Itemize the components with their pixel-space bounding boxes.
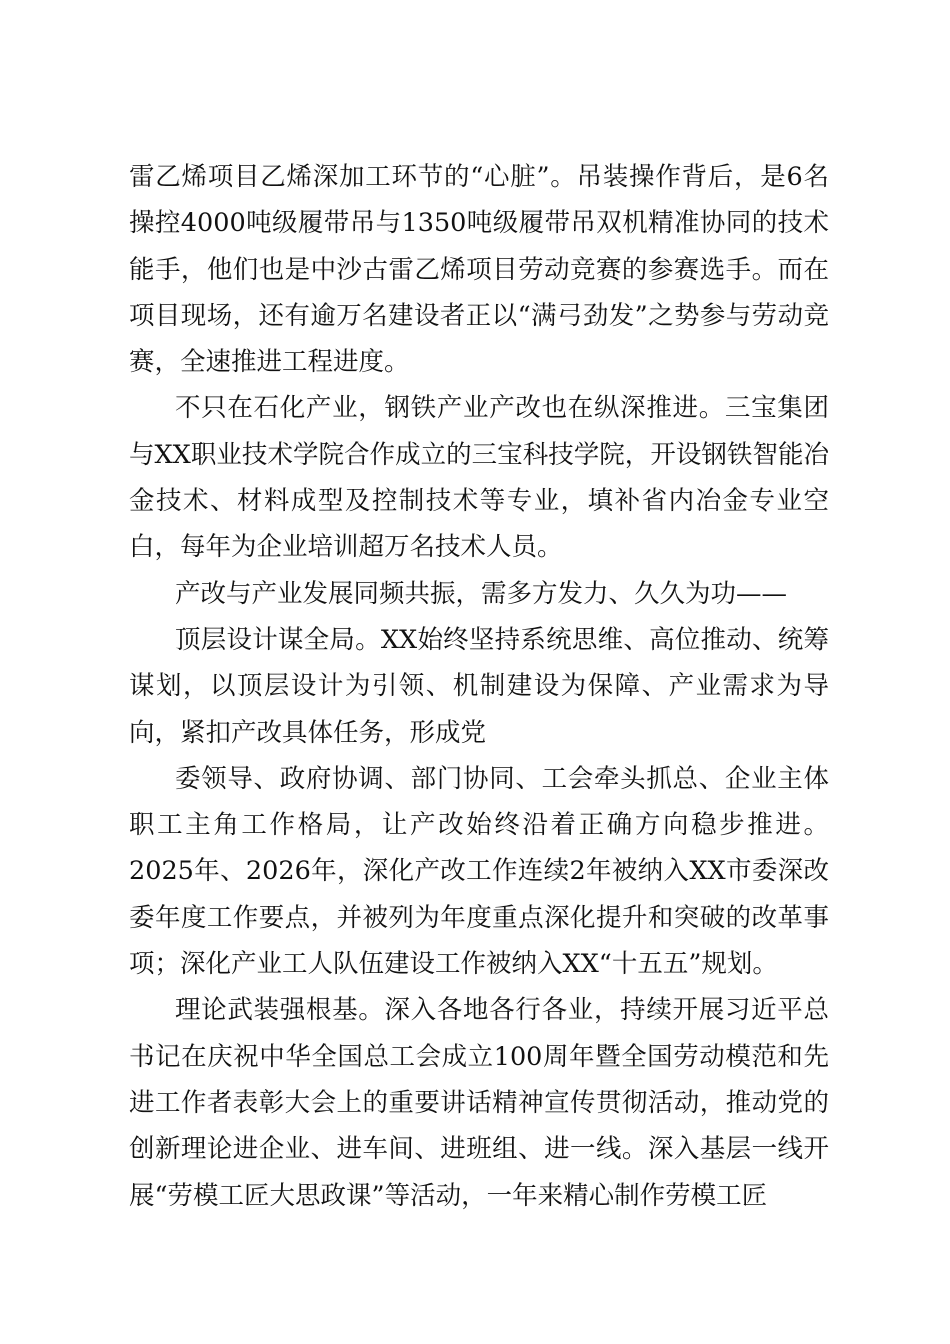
paragraph-leadership-pattern: 委领导、政府协调、部门协同、工会牵头抓总、企业主体职工主角工作格局，让产改始终沿着正确方向稳步推进。2025年、2026年，深化产改工作连续2年被纳入XX市委深改委年度工作要点，并被列为年度重点深化提升和突破的改革事项；深化产业工人队伍建设工作被纳入XX“十五五”规划。 — [129, 763, 829, 980]
paragraph-top-level-design: 顶层设计谋全局。XX始终坚持系统思维、高位推动、统筹谋划，以顶层设计为引领、机制建设为保障、产业需求为导向，紧扣产改具体任务，形成党 — [129, 624, 829, 748]
paragraph-continued: 雷乙烯项目乙烯深加工环节的“心脏”。吊装操作背后，是6名操控4000吨级履带吊与1350吨级履带吊双机精准协同的技术能手，他们也是中沙古雷乙烯项目劳动竞赛的参赛选手。而在项目现场，还有逾万名建设者正以“满弓劲发”之势参与劳动竞赛，全速推进工程进度。 — [129, 162, 829, 378]
paragraph-lead-in: 产改与产业发展同频共振，需多方发力、久久为功—— — [175, 578, 788, 609]
body-text — [129, 154, 829, 1219]
paragraph-theory-foundation: 理论武装强根基。深入各地各行各业，持续开展习近平总书记在庆祝中华全国总工会成立100周年暨全国劳动模范和先进工作者表彰大会上的重要讲话精神宣传贯彻活动，推动党的创新理论进企业、进车间、进班组、进一线。深入基层一线开展“劳模工匠大思政课”等活动，一年来精心制作劳模工匠 — [129, 995, 829, 1211]
paragraph-steel-industry: 不只在石化产业，钢铁产业产改也在纵深推进。三宝集团与XX职业技术学院合作成立的三宝科技学院，开设钢铁智能冶金技术、材料成型及控制技术等专业，填补省内冶金专业空白，每年为企业培训超万名技术人员。 — [129, 393, 829, 563]
